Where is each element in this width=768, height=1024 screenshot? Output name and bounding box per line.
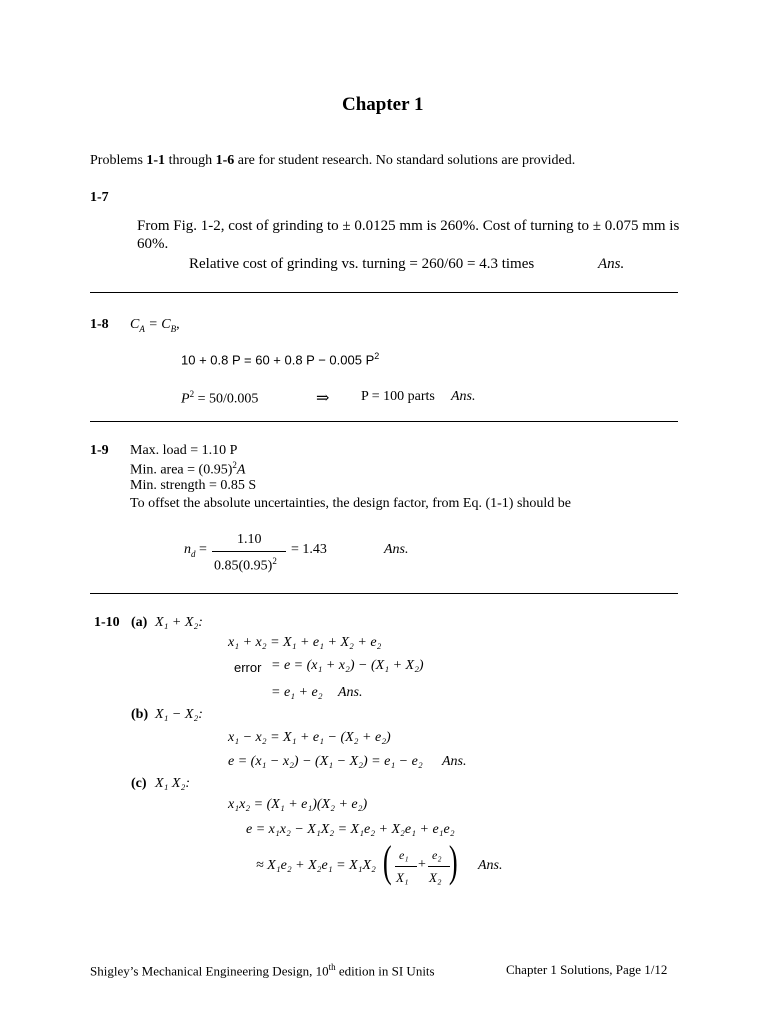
part-b-expression: X₁ − X₂: (155, 707, 203, 722)
part-c-equation2: e = x₁x₂ − X₁X₂ = X₁e₂ + X₂e₁ + e₁e₂ (246, 822, 455, 837)
design-factor-symbol: $n_d$ = (184, 542, 207, 559)
problem-1-8-ans: Ans. (451, 389, 476, 404)
problem-1-9-ans: Ans. (384, 542, 409, 557)
fraction2-numerator: e₂ (432, 848, 442, 862)
part-b-ans: Ans. (442, 754, 467, 769)
problem-1-7-line1: From Fig. 1-2, cost of grinding to ± 0.0125 mm is 260%. Cost of turning to ± 0.075 mm is (137, 218, 680, 234)
fraction-denominator: $0.85(0.95)^2$ (214, 556, 277, 574)
problem-1-7-line2: 60%. (137, 236, 169, 252)
fraction-numerator: 1.10 (237, 532, 262, 547)
implies-symbol: ⇒ (316, 390, 330, 407)
footer-page-number: Chapter 1 Solutions, Page 1/12 (506, 962, 668, 977)
left-paren: ( (382, 837, 392, 886)
part-c-ans: Ans. (478, 858, 503, 873)
problem-label-1-7: 1-7 (90, 190, 109, 205)
problem-1-7-ans: Ans. (598, 256, 625, 272)
problem-1-7-line3: Relative cost of grinding vs. turning = 260/60 = 4.3 times (189, 256, 535, 272)
part-a-label: (a) (131, 615, 148, 630)
divider (90, 292, 678, 293)
part-b-equation1: x₁ − x₂ = X₁ + e₁ − (X₂ + e₂) (228, 730, 391, 745)
problem-1-8-condition: $C_A = C_B$, (130, 317, 180, 334)
part-a-equation2: = e = (x₁ + x₂) − (X₁ + X₂) (271, 658, 424, 673)
problem-label-1-10: 1-10 (94, 615, 120, 630)
part-b-label: (b) (131, 707, 149, 722)
part-a-ans: Ans. (338, 685, 363, 700)
part-a-equation3: = e₁ + e₂ (271, 685, 323, 700)
fraction-line (212, 551, 286, 552)
problem-1-8-equation1: 10 + 0.8 P = 60 + 0.8 P − 0.005 $P^2$ (181, 351, 380, 368)
plus-sign: + (418, 857, 426, 872)
divider (90, 593, 678, 594)
problem-1-8-equation2: $P^2 = 50/0.005$ (181, 389, 259, 407)
fraction1-numerator: e₁ (399, 848, 409, 862)
part-b-equation2: e = (x₁ − x₂) − (X₁ − X₂) = e₁ − e₂ (228, 754, 423, 769)
intro-text: Problems 1-1 through 1-6 are for student research. No standard solutions are provided. (90, 153, 576, 168)
problem-1-9-line4: To offset the absolute uncertainties, the design factor, from Eq. (1-1) should be (130, 496, 572, 511)
part-a-equation1: x₁ + x₂ = X₁ + e₁ + X₂ + e₂ (228, 635, 382, 650)
problem-1-9-line2: Min. area = $(0.95)^2A$ (130, 460, 246, 478)
part-a-error-label: error (234, 660, 262, 675)
fraction1-line (395, 866, 417, 867)
part-c-label: (c) (131, 776, 147, 791)
part-c-equation1: x₁x₂ = (X₁ + e₁)(X₂ + e₂) (228, 797, 368, 812)
problem-1-9-result: = 1.43 (291, 542, 327, 557)
problem-1-9-line1: Max. load = 1.10 P (130, 443, 238, 458)
part-c-expression: X₁ X₂: (155, 776, 190, 791)
right-paren: ) (448, 837, 458, 886)
fraction2-line (428, 866, 450, 867)
part-c-equation3: ≈ X₁e₂ + X₂e₁ = X₁X₂ (256, 858, 376, 873)
problem-1-9-line3: Min. strength = 0.85 S (130, 478, 257, 493)
problem-label-1-8: 1-8 (90, 317, 109, 332)
fraction2-denominator: X₂ (429, 870, 442, 885)
part-a-expression: X₁ + X₂: (155, 615, 203, 630)
problem-1-8-result: P = 100 parts (361, 389, 435, 404)
page-title: Chapter 1 (342, 94, 424, 115)
footer-book-title: Shigley’s Mechanical Engineering Design, 10th edition in SI Units (90, 962, 435, 979)
fraction1-denominator: X₁ (396, 870, 409, 885)
divider (90, 421, 678, 422)
problem-label-1-9: 1-9 (90, 443, 109, 458)
